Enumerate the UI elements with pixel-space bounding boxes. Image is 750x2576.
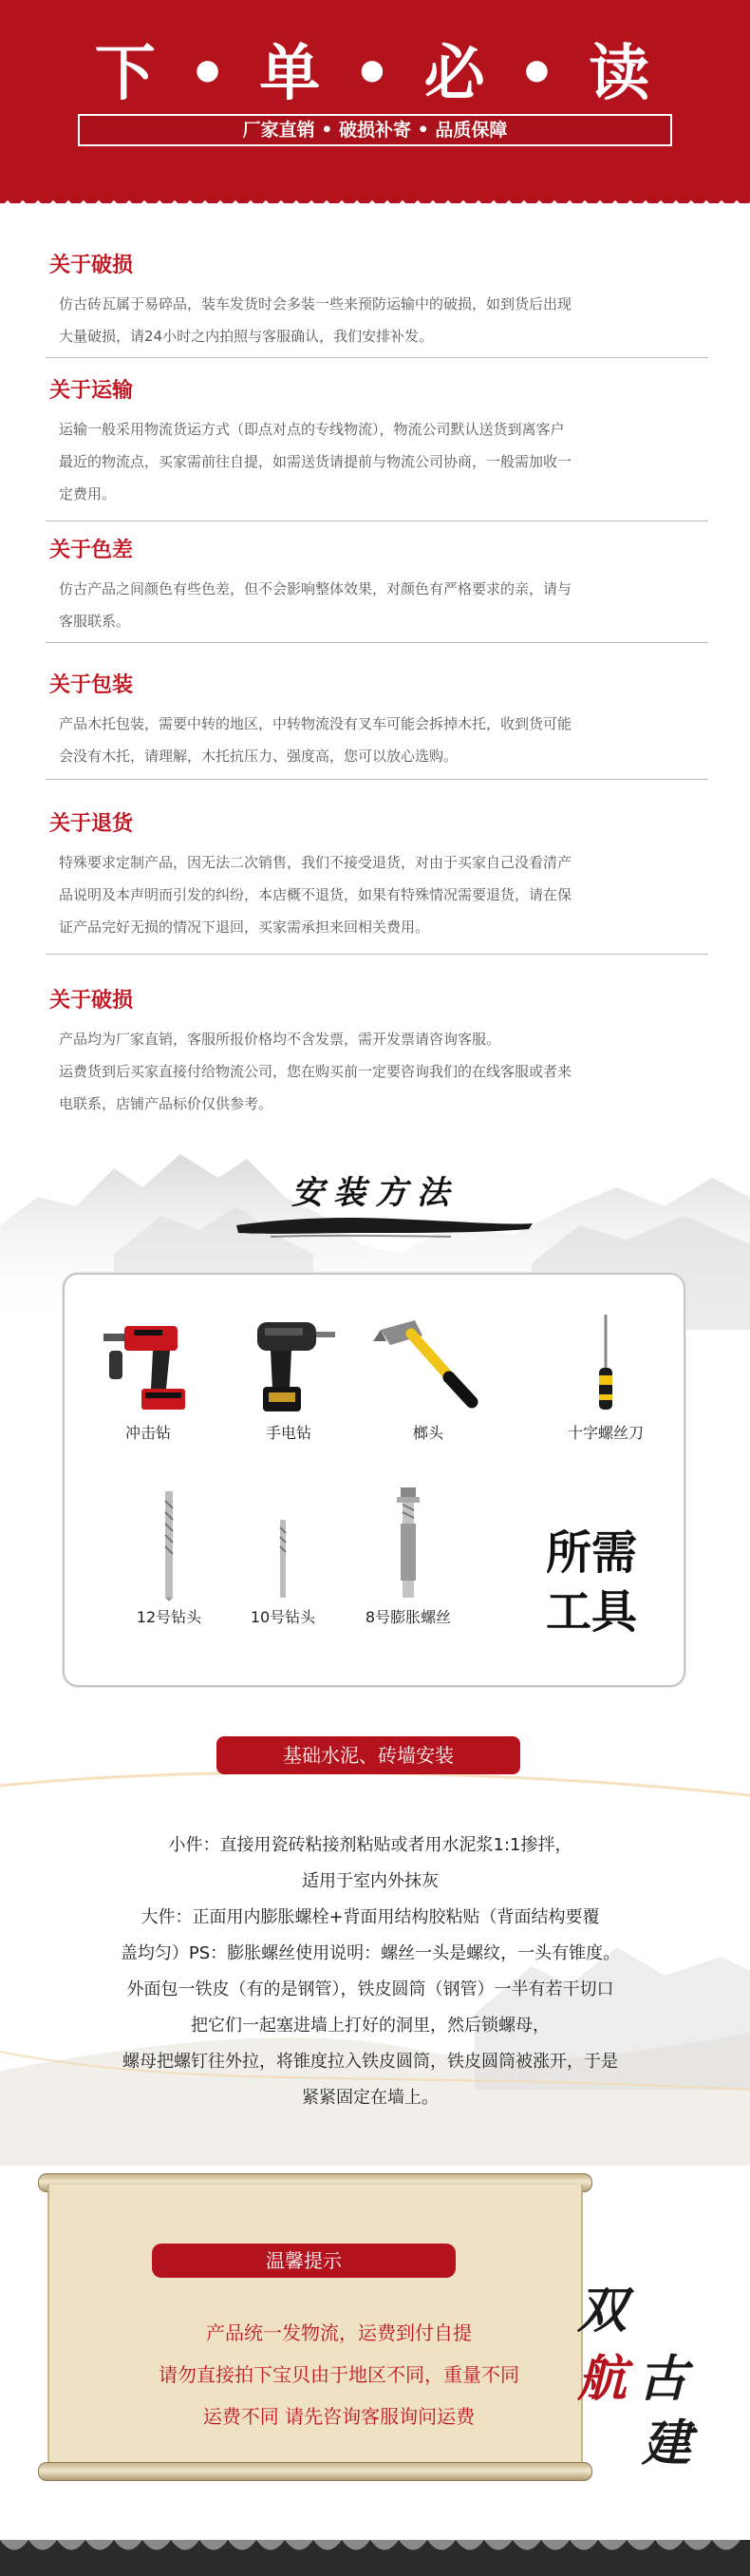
tool-label: 10号钻头 (250, 1608, 316, 1626)
required-tools-line: 工具 (545, 1585, 637, 1638)
instruction-line: 紧紧固定在墙上。 (302, 2088, 439, 2108)
notice-line: 请勿直接拍下宝贝由于地区不同，重量不同 (159, 2363, 519, 2386)
text-line: 大量破损，请24小时之内拍照与客服确认，我们安排补发。 (59, 328, 434, 345)
section-body (46, 708, 708, 772)
text-line: 定费用。 (59, 485, 117, 502)
tools-panel (63, 1273, 685, 1687)
section-color (46, 534, 708, 637)
hand-drill-icon (236, 1313, 341, 1417)
text-line: 会没有木托，请理解，木托抗压力、强度高，您可以放心选购。 (59, 748, 459, 765)
ink-brush-stroke (233, 1204, 536, 1242)
text-line: 运输一般采用物流货运方式（即点对点的专线物流），物流公司默认送货到离客户 (59, 421, 565, 438)
text-line: 运费货到后买家直接付给物流公司，您在购买前一定要咨询我们的在线客服或者来 (59, 1063, 572, 1080)
notice-line: 运费不同 请先咨询客服询问运费 (202, 2405, 476, 2428)
tool-label: 榔头 (412, 1424, 443, 1442)
tool-label: 手电钻 (265, 1424, 311, 1442)
tool-label: 十字螺丝刀 (567, 1424, 644, 1442)
section-transport (46, 374, 708, 510)
instruction-line: 适用于室内外抹灰 (302, 1871, 439, 1891)
divider (46, 779, 708, 780)
tool-drill-bit-12 (122, 1487, 216, 1627)
bottom-ornament-border (0, 2540, 750, 2576)
instruction-line: 把它们一起塞进墙上打好的洞里，然后锁螺母， (191, 2016, 550, 2036)
text-line: 最近的物流点，买家需前往自提，如需送货请提前与物流公司协商，一般需加收一 (59, 453, 572, 470)
tool-label: 冲击钻 (124, 1424, 171, 1442)
section-title: 关于运输 (49, 378, 134, 403)
brand-char: 建 (642, 2415, 692, 2472)
tool-impact-drill (91, 1313, 205, 1443)
text-line: 客服联系。 (59, 613, 131, 630)
tool-expansion-bolt (342, 1486, 475, 1627)
header-subtitle: 厂家直销 • 破损补寄 • 品质保障 (78, 114, 672, 146)
text-line: 仿古砖瓦属于易碎品，装车发货时会多装一些来预防运输中的破损，如到货后出现 (59, 295, 572, 313)
install-banner: 基础水泥、砖墙安装 (216, 1736, 520, 1774)
section-body (46, 413, 708, 510)
install-method-title: 安装方法 (291, 1174, 459, 1212)
tool-hammer (366, 1313, 490, 1443)
section-damage (46, 249, 708, 352)
brand-char: 古 (638, 2350, 688, 2408)
section-title: 关于色差 (49, 538, 134, 562)
notice-title: 温馨提示 (152, 2244, 456, 2278)
instruction-line: 大件：正面用内膨胀螺栓+背面用结构胶粘贴（背面结构要覆 (141, 1907, 600, 1927)
impact-drill-icon (96, 1313, 200, 1417)
notice-line: 产品统一发物流，运费到付自提 (206, 2321, 472, 2344)
divider (46, 642, 708, 643)
instruction-line: 螺母把螺钉往外拉，将锥度拉入铁皮圆筒，铁皮圆筒被涨开，于是 (122, 2052, 618, 2072)
tool-label: 12号钻头 (136, 1608, 202, 1626)
section-returns (46, 807, 708, 943)
instruction-line: 盖均匀）PS：膨胀螺丝使用说明：螺丝一头是螺纹，一头有锥度。 (120, 1943, 621, 1963)
section-body (46, 573, 708, 637)
brand-char: 双 (577, 2282, 628, 2339)
drill-bit-10-icon (254, 1516, 311, 1601)
install-instructions (66, 1828, 674, 2116)
tool-drill-bit-10 (235, 1516, 330, 1627)
instruction-line: 小件：直接用瓷砖粘接剂粘贴或者用水泥浆1:1掺拌， (168, 1835, 572, 1855)
text-line: 产品均为厂家直销，客服所报价格均不含发票，需开发票请咨询客服。 (59, 1031, 501, 1048)
divider (46, 954, 708, 955)
section-title: 关于破损 (49, 988, 134, 1013)
section-title: 关于退货 (49, 811, 134, 836)
text-line: 证产品完好无损的情况下退回，买家需承担来回相关费用。 (59, 919, 430, 936)
section-title: 关于破损 (49, 253, 134, 277)
section-title: 关于包装 (49, 672, 134, 697)
hammer-icon (371, 1313, 485, 1417)
text-line: 电联系，店铺产品标价仅供参考。 (59, 1095, 273, 1112)
brand-char: 航 (577, 2350, 628, 2408)
screwdriver-icon (553, 1313, 658, 1417)
notice-scroll (47, 2185, 583, 2464)
tool-hand-drill (232, 1313, 346, 1443)
text-line: 品说明及本声明而引发的纠纷，本店概不退货，如果有特殊情况需要退货，请在保 (59, 886, 572, 903)
section-packaging (46, 669, 708, 772)
section-body (46, 288, 708, 352)
header-banner (0, 0, 750, 190)
tool-screwdriver (549, 1313, 663, 1443)
text-line: 产品木托包装，需要中转的地区，中转物流没有叉车可能会拆掉木托，收到货可能 (59, 715, 572, 732)
expansion-bolt-icon (380, 1486, 437, 1601)
section-body (46, 846, 708, 943)
page-title: 下 • 单 • 必 • 读 (94, 38, 656, 109)
required-tools-line: 所需 (545, 1526, 637, 1580)
divider (46, 357, 708, 358)
tool-label: 8号膨胀螺丝 (365, 1608, 452, 1626)
instruction-line: 外面包一铁皮（有的是钢管），铁皮圆筒（钢管）一半有若干切口 (126, 1979, 614, 1999)
text-line: 特殊要求定制产品，因无法二次销售，我们不接受退货，对由于买家自己没看清产 (59, 854, 572, 871)
drill-bit-12-icon (141, 1487, 197, 1601)
text-line: 仿古产品之间颜色有些色差，但不会影响整体效果，对颜色有严格要求的亲，请与 (59, 580, 572, 597)
required-tools-label (530, 1524, 653, 1641)
scroll-bottom-rod (38, 2462, 592, 2481)
